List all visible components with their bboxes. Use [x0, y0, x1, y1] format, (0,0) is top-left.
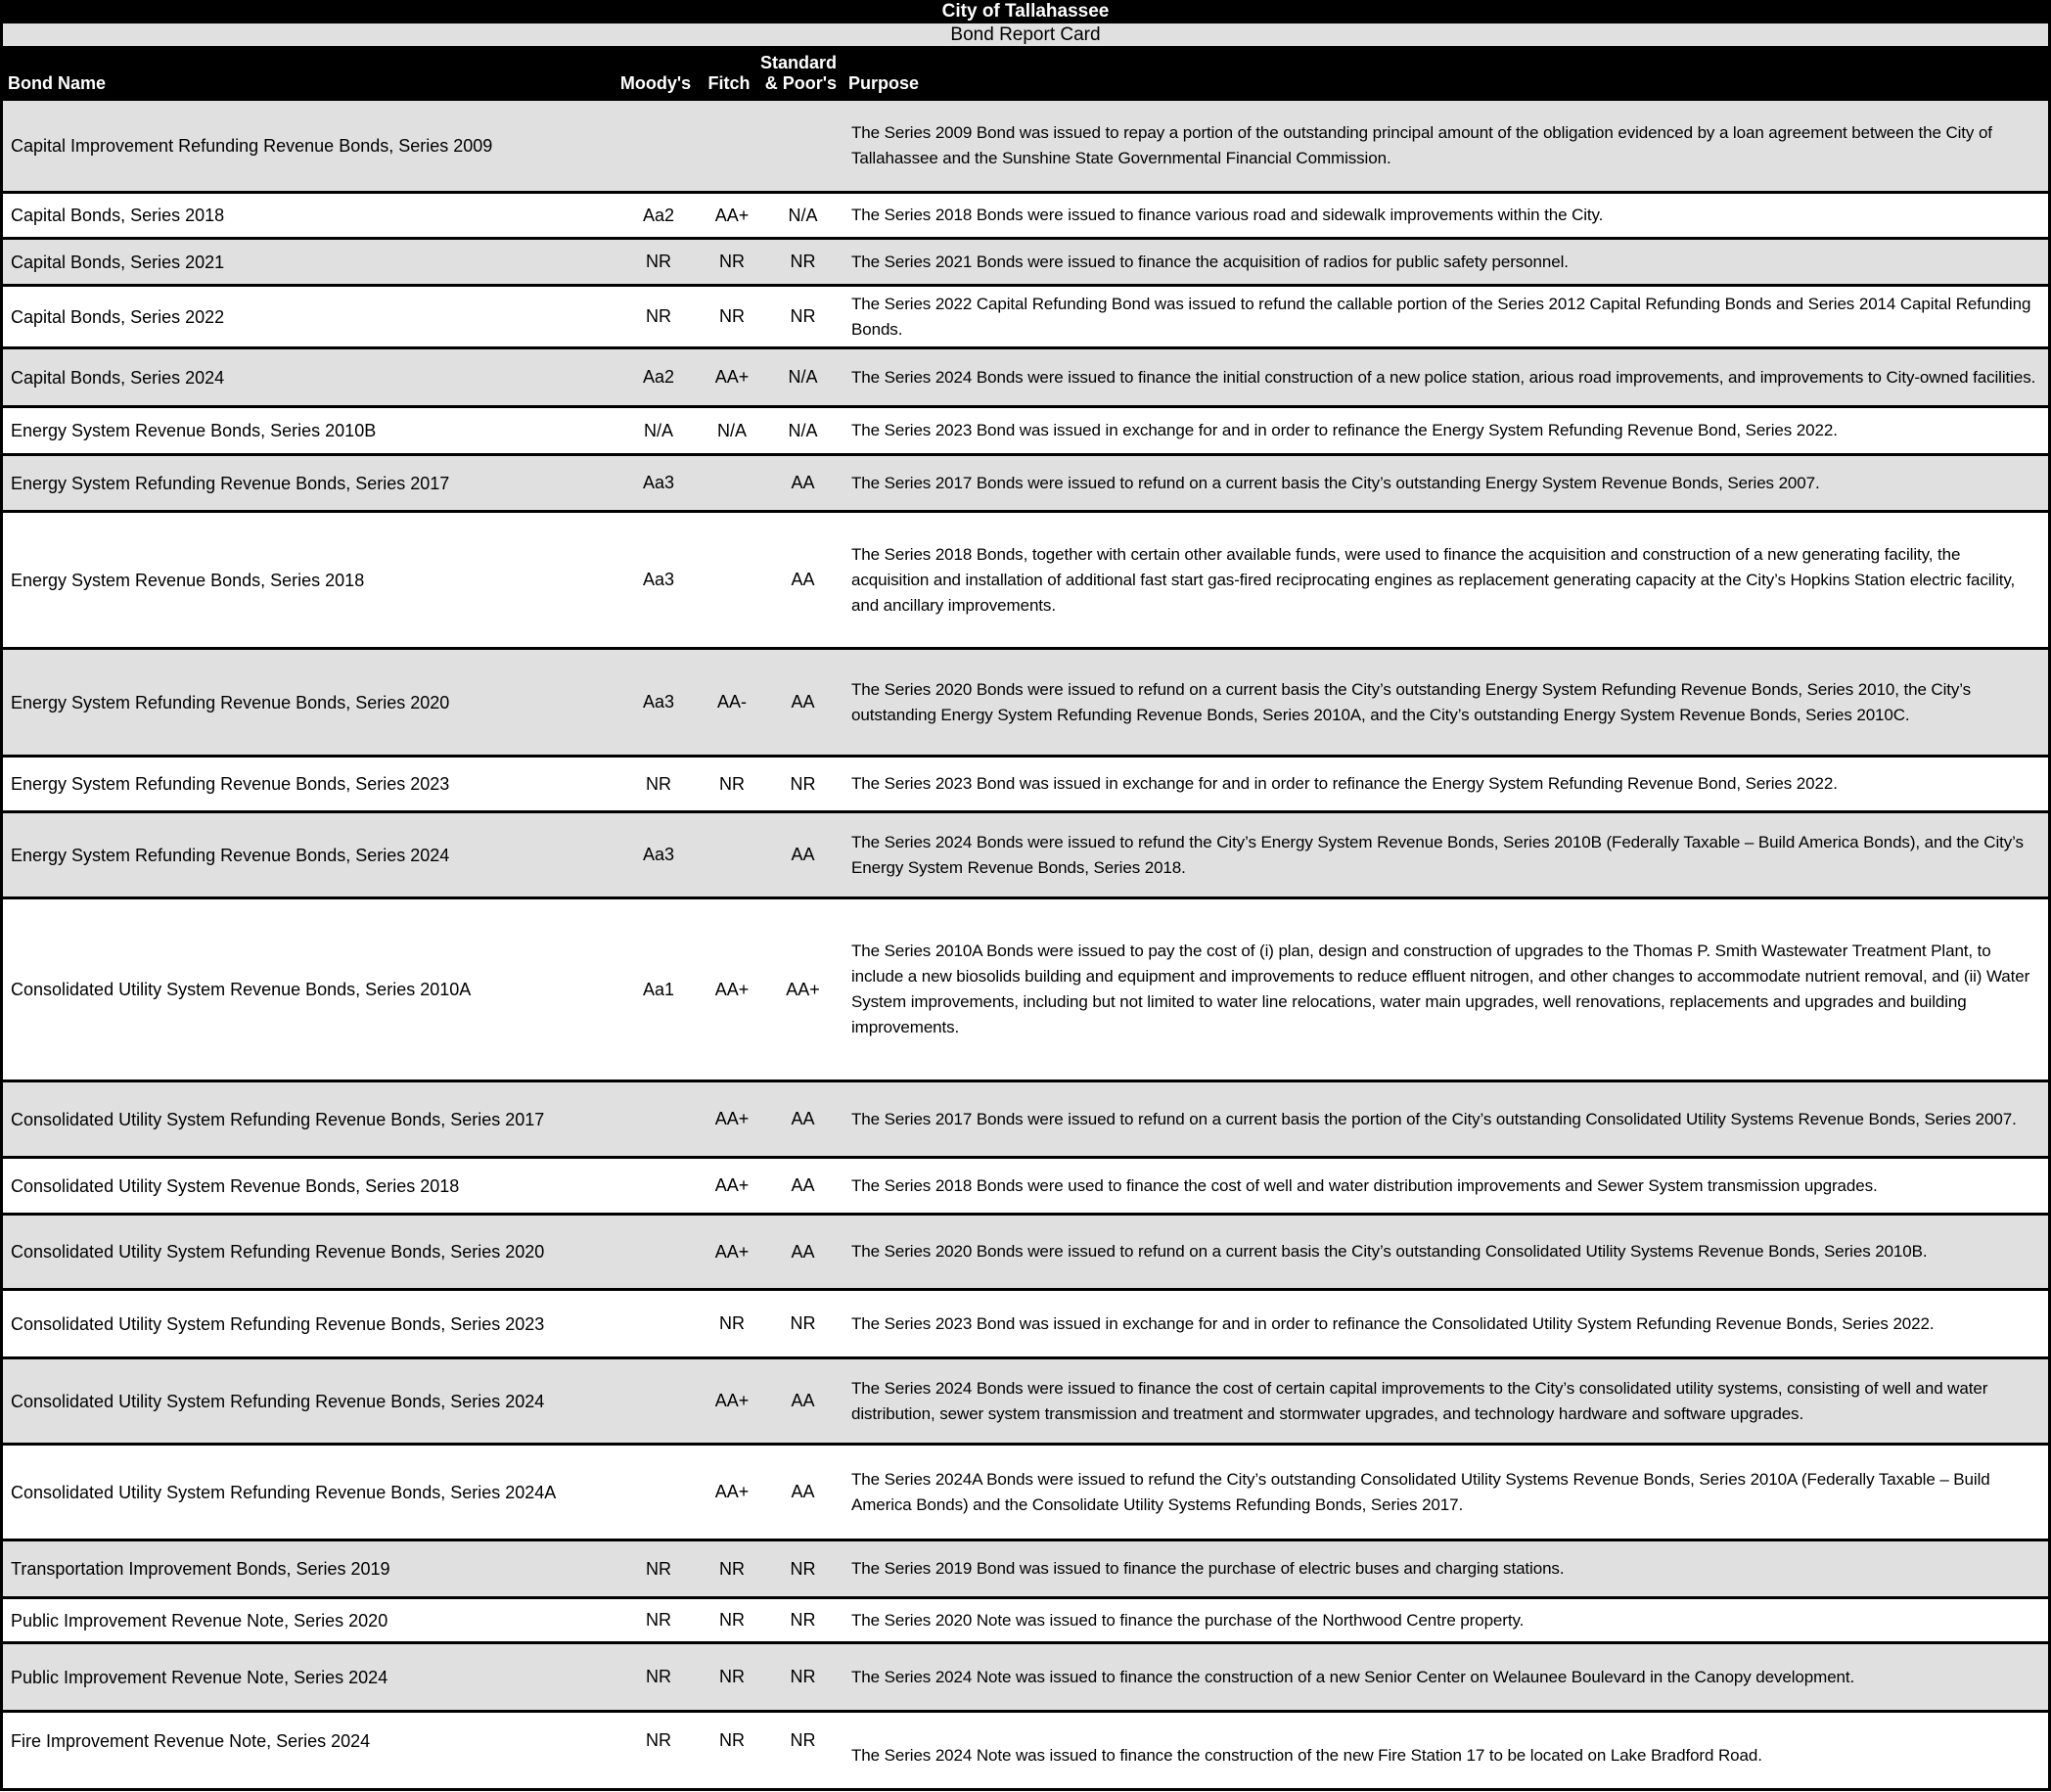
table-row [0, 1713, 2051, 1791]
moodys-rating-cell: Aa3 [642, 473, 675, 492]
purpose-cell: The Series 2023 Bond was issued in exchange for and in order to refinance the Consolidated Utility System Refunding Revenue Bonds, Series 2022. [851, 1313, 1935, 1333]
standard-poors-rating-cell: AA [791, 1109, 815, 1128]
fitch-rating-cell: NR [719, 1558, 745, 1579]
standard-poors-rating-cell: NR [790, 773, 816, 794]
table-row [0, 1644, 2051, 1713]
purpose-cell: The Series 2024A Bonds were issued to refund the City’s outstanding Consolidated Utility Systems Revenue Bonds, Series 2010A (Federally Taxable – Build America Bonds) and the Consolidate Utility Systems Refunding Bonds, Series 2017. [851, 1469, 1990, 1514]
fitch-rating-cell: AA+ [714, 205, 750, 225]
standard-poors-rating-cell: NR [790, 306, 816, 326]
standard-poors-rating-cell: NR [790, 1610, 816, 1630]
table-row [0, 513, 2051, 650]
bond-name-cell: Transportation Improvement Bonds, Series 2019 [11, 1559, 390, 1579]
purpose-cell: The Series 2017 Bonds were issued to refund on a current basis the City’s outstanding Energy System Revenue Bonds, Series 2007. [851, 473, 1820, 492]
fitch-rating-cell: NR [719, 773, 745, 794]
fitch-rating-cell: NR [719, 1313, 745, 1333]
table-header-row [0, 46, 2051, 101]
fitch-rating-cell [698, 456, 766, 510]
standard-poors-rating-cell: AA [791, 473, 815, 492]
column-header-moodys: Moody's [619, 73, 692, 93]
table-row [0, 1159, 2051, 1216]
moodys-rating-cell: Aa2 [642, 205, 675, 225]
moodys-rating-cell: Aa3 [642, 570, 675, 589]
table-row [0, 349, 2051, 408]
moodys-rating-cell [619, 1291, 698, 1356]
standard-poors-rating-cell: NR [790, 1313, 816, 1333]
bond-name-cell: Capital Improvement Refunding Revenue Bonds, Series 2009 [11, 136, 493, 156]
standard-poors-rating-cell: AA [791, 845, 815, 864]
fitch-rating-cell [698, 513, 766, 647]
purpose-cell: The Series 2010A Bonds were issued to pay the cost of (i) plan, design and construction of upgrades to the Thomas P. Smith Wastewater Treatment Plant, to include a new biosolids building and equipment and improvements to reduce effluent nitrogen, and other changes to accommodate nutrient removal, and (ii) Water System improvements, including but not limited to water line relocations, water main upgrades, well renovations, replacements and upgrades and building improvements. [851, 942, 2030, 1036]
moodys-rating-cell: Aa1 [642, 979, 675, 999]
purpose-cell: The Series 2024 Bonds were issued to finance the cost of certain capital improvements to the City’s consolidated utility systems, consisting of well and water distribution, sewer system transmission and treatment and stormwater upgrades, and technology hardware and software upgrades. [851, 1378, 1988, 1423]
table-row [0, 408, 2051, 456]
purpose-cell: The Series 2024 Note was issued to finance the construction of a new Senior Center on Welaunee Boulevard in the Canopy development. [851, 1667, 1855, 1686]
standard-poors-rating-cell: N/A [788, 420, 818, 440]
moodys-rating-cell [619, 1216, 698, 1288]
moodys-rating-cell [619, 1159, 698, 1213]
fitch-rating-cell [698, 101, 766, 191]
standard-poors-rating-cell: NR [790, 1667, 816, 1686]
purpose-cell: The Series 2024 Bonds were issued to finance the initial construction of a new police station, arious road improvements, and improvements to City-owned facilities. [851, 367, 2036, 387]
moodys-rating-cell [619, 1082, 698, 1156]
standard-poors-rating-cell: N/A [788, 205, 818, 225]
bond-name-cell: Energy System Refunding Revenue Bonds, Series 2020 [11, 692, 450, 712]
bond-name-cell: Capital Bonds, Series 2022 [11, 306, 225, 327]
purpose-cell: The Series 2024 Bonds were issued to refund the City’s Energy System Revenue Bonds, Series 2010B (Federally Taxable – Build America Bonds), and the City’s Energy System Revenue Bonds, Series 2018. [851, 832, 2024, 877]
fitch-rating-cell: AA+ [714, 367, 750, 387]
fitch-rating-cell: AA+ [714, 979, 750, 999]
fitch-rating-cell: AA+ [714, 1482, 750, 1501]
column-header-standard-poors [759, 46, 837, 101]
fitch-rating-cell: AA+ [714, 1175, 750, 1195]
report-subtitle: Bond Report Card [0, 23, 2051, 46]
standard-poors-rating-cell: AA [791, 692, 815, 712]
table-row [0, 1082, 2051, 1159]
standard-poors-rating-cell: AA [791, 1241, 815, 1262]
bond-table-body [0, 101, 2051, 1791]
standard-poors-rating-cell: AA [791, 1482, 815, 1501]
purpose-cell: The Series 2018 Bonds were used to finance the cost of well and water distribution improvements and Sewer System transmission upgrades. [851, 1175, 1878, 1195]
bond-name-cell: Public Improvement Revenue Note, Series 2020 [11, 1610, 388, 1631]
purpose-cell: The Series 2020 Bonds were issued to refund on a current basis the City’s outstanding Consolidated Utility Systems Revenue Bonds, Series 2010B. [851, 1242, 1928, 1261]
table-row [0, 1541, 2051, 1599]
moodys-rating-cell: NR [646, 1667, 671, 1686]
purpose-cell: The Series 2020 Bonds were issued to refund on a current basis the City’s outstanding Energy System Refunding Revenue Bonds, Series 2010, the City’s outstanding Energy System Refunding Revenue Bonds, Series 2010A, and the City’s outstanding Energy System Revenue Bonds, Series 2010C. [851, 679, 1972, 724]
table-row [0, 194, 2051, 240]
moodys-rating-cell: NR [646, 1610, 671, 1630]
standard-poors-rating-cell: AA+ [786, 979, 820, 999]
standard-poors-rating-cell: AA [791, 570, 815, 589]
table-row [0, 101, 2051, 194]
fitch-rating-cell: NR [719, 306, 745, 326]
fitch-rating-cell: AA+ [714, 1391, 750, 1410]
moodys-rating-cell [619, 101, 698, 191]
purpose-cell: The Series 2020 Note was issued to finance the purchase of the Northwood Centre property. [851, 1610, 1525, 1630]
table-row [0, 813, 2051, 899]
moodys-rating-cell: Aa2 [642, 367, 675, 387]
table-row [0, 899, 2051, 1082]
column-header-bond-name: Bond Name [8, 73, 107, 93]
moodys-rating-cell: NR [646, 252, 671, 271]
bond-name-cell: Energy System Refunding Revenue Bonds, Series 2024 [11, 845, 450, 865]
moodys-rating-cell: NR [646, 1730, 671, 1750]
table-row [0, 240, 2051, 287]
bond-name-cell: Consolidated Utility System Refunding Revenue Bonds, Series 2020 [11, 1242, 545, 1262]
column-header-fitch: Fitch [707, 73, 751, 93]
bond-name-cell: Consolidated Utility System Revenue Bonds, Series 2010A [11, 980, 472, 999]
standard-poors-rating-cell: NR [790, 1730, 816, 1750]
purpose-cell: The Series 2024 Note was issued to finance the construction of the new Fire Station 17 to be located on Lake Bradford Road. [851, 1746, 1762, 1765]
bond-name-cell: Consolidated Utility System Revenue Bonds, Series 2018 [11, 1175, 460, 1196]
standard-poors-rating-cell: AA [791, 1391, 815, 1410]
bond-name-cell: Energy System Revenue Bonds, Series 2018 [11, 570, 365, 590]
fitch-rating-cell: NR [719, 1610, 745, 1630]
fitch-rating-cell: NR [719, 1730, 745, 1750]
bond-name-cell: Capital Bonds, Series 2024 [11, 367, 225, 388]
purpose-cell: The Series 2019 Bond was issued to finance the purchase of electric buses and charging stations. [851, 1559, 1565, 1578]
bond-name-cell: Capital Bonds, Series 2021 [11, 252, 225, 272]
fitch-rating-cell: AA+ [714, 1109, 750, 1128]
table-row [0, 1359, 2051, 1446]
column-header-sp-line2: & Poor's [764, 73, 837, 93]
standard-poors-rating-cell [766, 101, 840, 191]
fitch-rating-cell [698, 813, 766, 896]
table-row [0, 1446, 2051, 1541]
bond-name-cell: Consolidated Utility System Refunding Revenue Bonds, Series 2024 [11, 1391, 545, 1411]
bond-name-cell: Consolidated Utility System Refunding Revenue Bonds, Series 2023 [11, 1313, 545, 1334]
standard-poors-rating-cell: AA [791, 1175, 815, 1195]
bond-name-cell: Public Improvement Revenue Note, Series 2024 [11, 1667, 388, 1687]
bond-name-cell: Energy System Revenue Bonds, Series 2010B [11, 421, 377, 440]
table-row [0, 1216, 2051, 1291]
moodys-rating-cell [619, 1446, 698, 1539]
purpose-cell: The Series 2023 Bond was issued in exchange for and in order to refinance the Energy System Refunding Revenue Bond, Series 2022. [851, 774, 1838, 793]
table-row [0, 456, 2051, 513]
bond-name-cell: Capital Bonds, Series 2018 [11, 206, 225, 225]
fitch-rating-cell: NR [719, 1667, 745, 1686]
purpose-cell: The Series 2018 Bonds, together with certain other available funds, were used to finance the acquisition and construction of a new generating facility, the acquisition and installation of additional fast start gas-fired reciprocating engines as replacement generating capacity at the City’s Hopkins Station electric facility, and ancillary improvements. [851, 544, 2016, 615]
moodys-rating-cell: N/A [643, 420, 673, 440]
purpose-cell: The Series 2022 Capital Refunding Bond was issued to refund the callable portion of the Series 2012 Capital Refunding Bonds and Series 2014 Capital Refunding Bonds. [851, 294, 2031, 339]
column-header-sp-line1: Standard [759, 53, 837, 72]
standard-poors-rating-cell: NR [790, 252, 816, 271]
purpose-cell: The Series 2021 Bonds were issued to finance the acquisition of radios for public safety personnel. [851, 252, 1569, 271]
column-header-purpose: Purpose [848, 73, 920, 93]
fitch-rating-cell: N/A [716, 420, 747, 440]
bond-name-cell: Fire Improvement Revenue Note, Series 2024 [11, 1730, 371, 1751]
moodys-rating-cell: Aa3 [642, 845, 675, 864]
purpose-cell: The Series 2017 Bonds were issued to refund on a current basis the portion of the City’s outstanding Consolidated Utility Systems Revenue Bonds, Series 2007. [851, 1109, 2017, 1128]
fitch-rating-cell: AA+ [714, 1241, 750, 1262]
purpose-cell: The Series 2018 Bonds were issued to finance various road and sidewalk improvements within the City. [851, 206, 1604, 224]
table-row [0, 1599, 2051, 1644]
bond-name-cell: Consolidated Utility System Refunding Revenue Bonds, Series 2024A [11, 1482, 557, 1502]
table-row [0, 650, 2051, 758]
moodys-rating-cell: NR [646, 1558, 671, 1579]
bond-name-cell: Energy System Refunding Revenue Bonds, Series 2017 [11, 473, 450, 493]
table-row [0, 287, 2051, 349]
table-row [0, 758, 2051, 813]
bond-name-cell: Consolidated Utility System Refunding Revenue Bonds, Series 2017 [11, 1109, 545, 1129]
bond-name-cell: Energy System Refunding Revenue Bonds, Series 2023 [11, 774, 450, 794]
standard-poors-rating-cell: N/A [788, 367, 818, 387]
purpose-cell: The Series 2009 Bond was issued to repay a portion of the outstanding principal amount of the obligation evidenced by a loan agreement between the City of Tallahassee and the Sunshine State Governmental Financial Commission. [851, 123, 1992, 167]
fitch-rating-cell: AA- [716, 692, 747, 712]
moodys-rating-cell: NR [646, 306, 671, 326]
report-title: City of Tallahassee [0, 0, 2051, 23]
moodys-rating-cell: NR [646, 773, 671, 794]
standard-poors-rating-cell: NR [790, 1558, 816, 1579]
moodys-rating-cell [619, 1359, 698, 1443]
table-row [0, 1291, 2051, 1359]
fitch-rating-cell: NR [719, 252, 745, 271]
purpose-cell: The Series 2023 Bond was issued in exchange for and in order to refinance the Energy System Refunding Revenue Bond, Series 2022. [851, 421, 1838, 439]
moodys-rating-cell: Aa3 [642, 692, 675, 712]
